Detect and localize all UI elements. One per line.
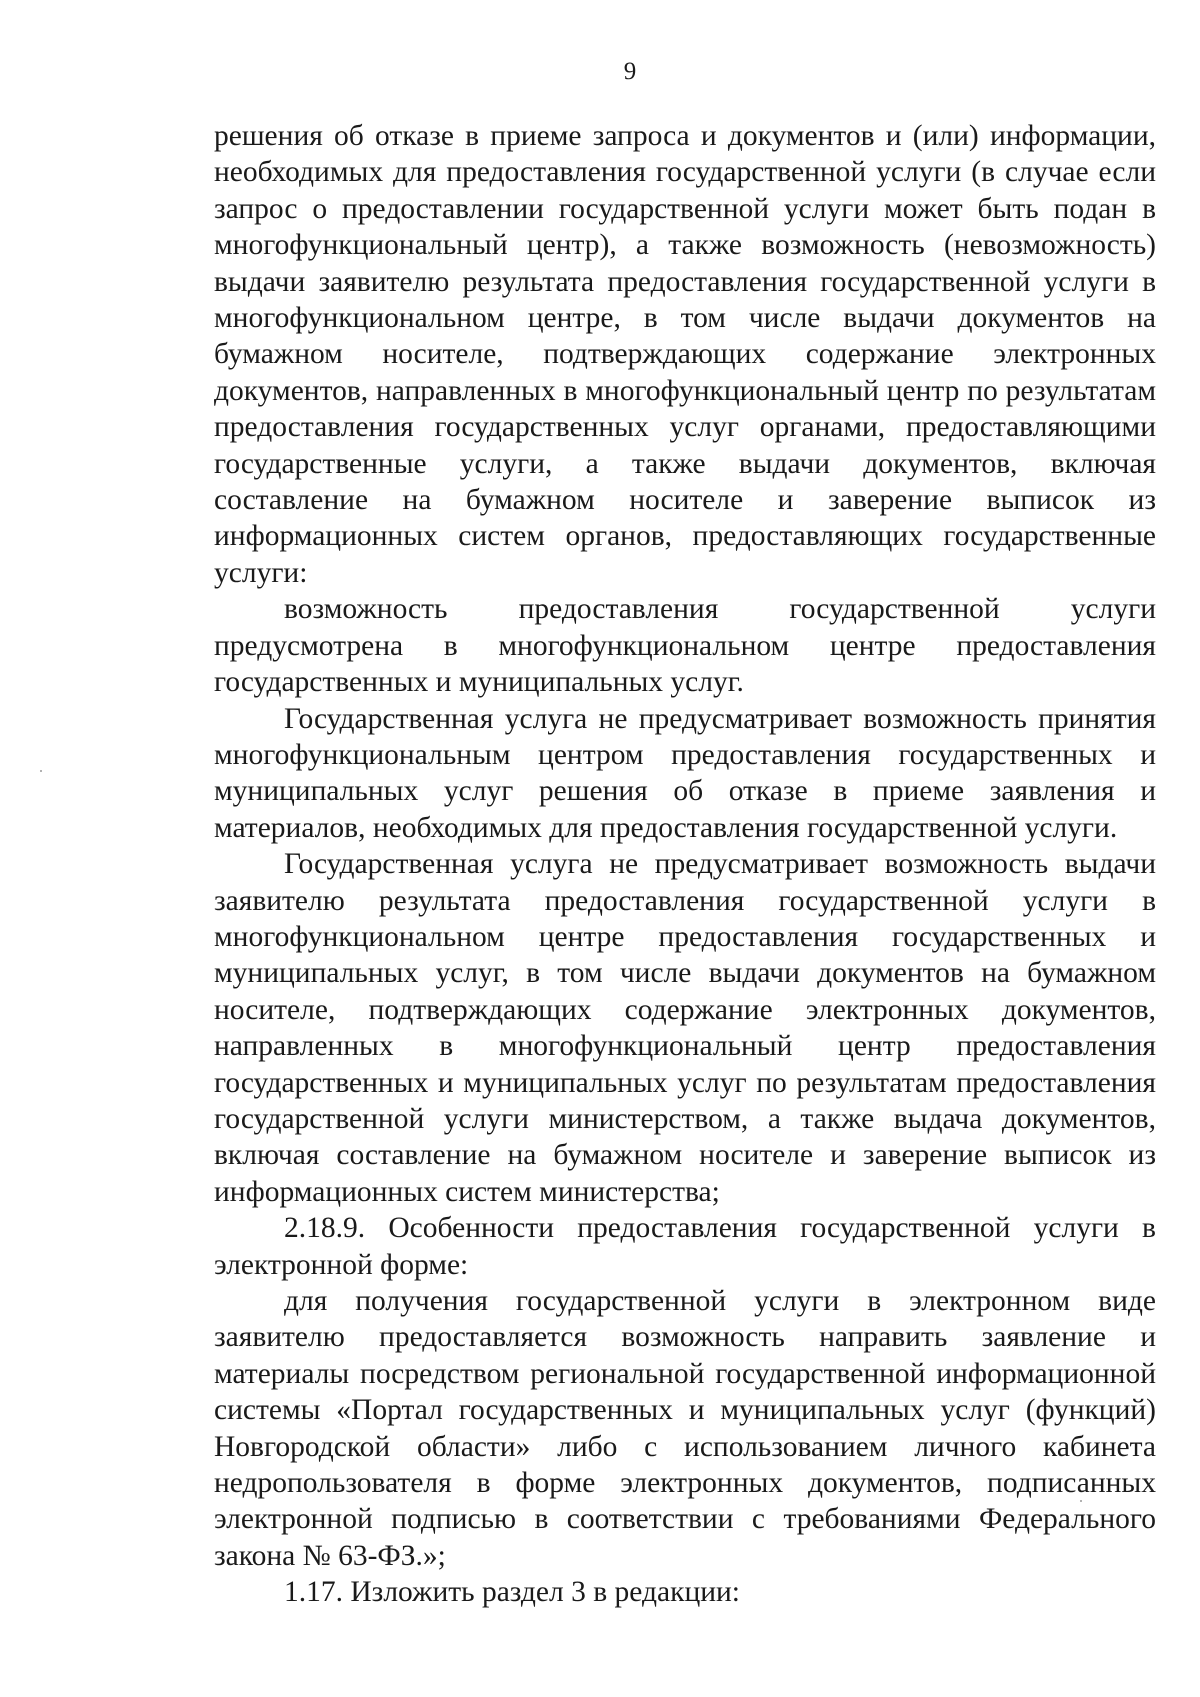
paragraph-section-2-18-9: 2.18.9. Особенности предоставления государственной услуги в электронной форме: bbox=[214, 1212, 1156, 1281]
scan-speck bbox=[1080, 1500, 1082, 1502]
paragraph-mfc-possibility: возможность предоставления государственной услуги предусмотрена в многофункциональном центре предоставления государственных и муниципальных услуг. bbox=[214, 593, 1156, 699]
paragraph-continuation: решения об отказе в приеме запроса и документов и (или) информации, необходимых для предоставления государственной услуги (в случае если запрос о предоставлении государственной услуги может быть подан в многофункциональный центр), а также возможность (невозможность) выдачи заявителю результата предоставления государственной услуги в многофункциональном центре, в том числе выдачи документов на бумажном носителе, подтверждающих содержание электронных документов, направленных в многофункциональный центр по результатам предоставления государственных услуг органами, предоставляющими государственные услуги, а также выдачи документов, включая составление на бумажном носителе и заверение выписок из информационных систем органов, предоставляющих государственные услуги: bbox=[214, 120, 1156, 589]
document-body bbox=[214, 118, 1156, 1611]
scan-speck bbox=[40, 770, 42, 772]
paragraph-no-result-issuance: Государственная услуга не предусматривает возможность выдачи заявителю результата предоставления государственной услуги в многофункциональном центре предоставления государственных и муниципальных услуг, в том числе выдачи документов на бумажном носителе, подтверждающих содержание электронных документов, направленных в многофункциональный центр предоставления государственных и муниципальных услуг по результатам предоставления государственной услуги министерством, а также выдача документов, включая составление на бумажном носителе и заверение выписок из информационных систем министерства; bbox=[214, 848, 1156, 1208]
paragraph-amend-section-3: 1.17. Изложить раздел 3 в редакции: bbox=[284, 1576, 740, 1609]
paragraph-electronic-submission: для получения государственной услуги в электронном виде заявителю предоставляется возможность направить заявление и материалы посредством региональной государственной информационной системы «Портал государственных и муниципальных услуг (функций) Новгородской области» либо с использованием личного кабинета недропользователя в форме электронных документов, подписанных электронной подписью в соответствии с требованиями Федерального закона № 63-ФЗ.»; bbox=[214, 1285, 1156, 1572]
paragraph-no-refusal-decision: Государственная услуга не предусматривает возможность принятия многофункциональным центром предоставления государственных и муниципальных услуг решения об отказе в приеме заявления и материалов, необходимых для предоставления государственной услуги. bbox=[214, 702, 1156, 844]
page-number: 9 bbox=[623, 58, 637, 85]
